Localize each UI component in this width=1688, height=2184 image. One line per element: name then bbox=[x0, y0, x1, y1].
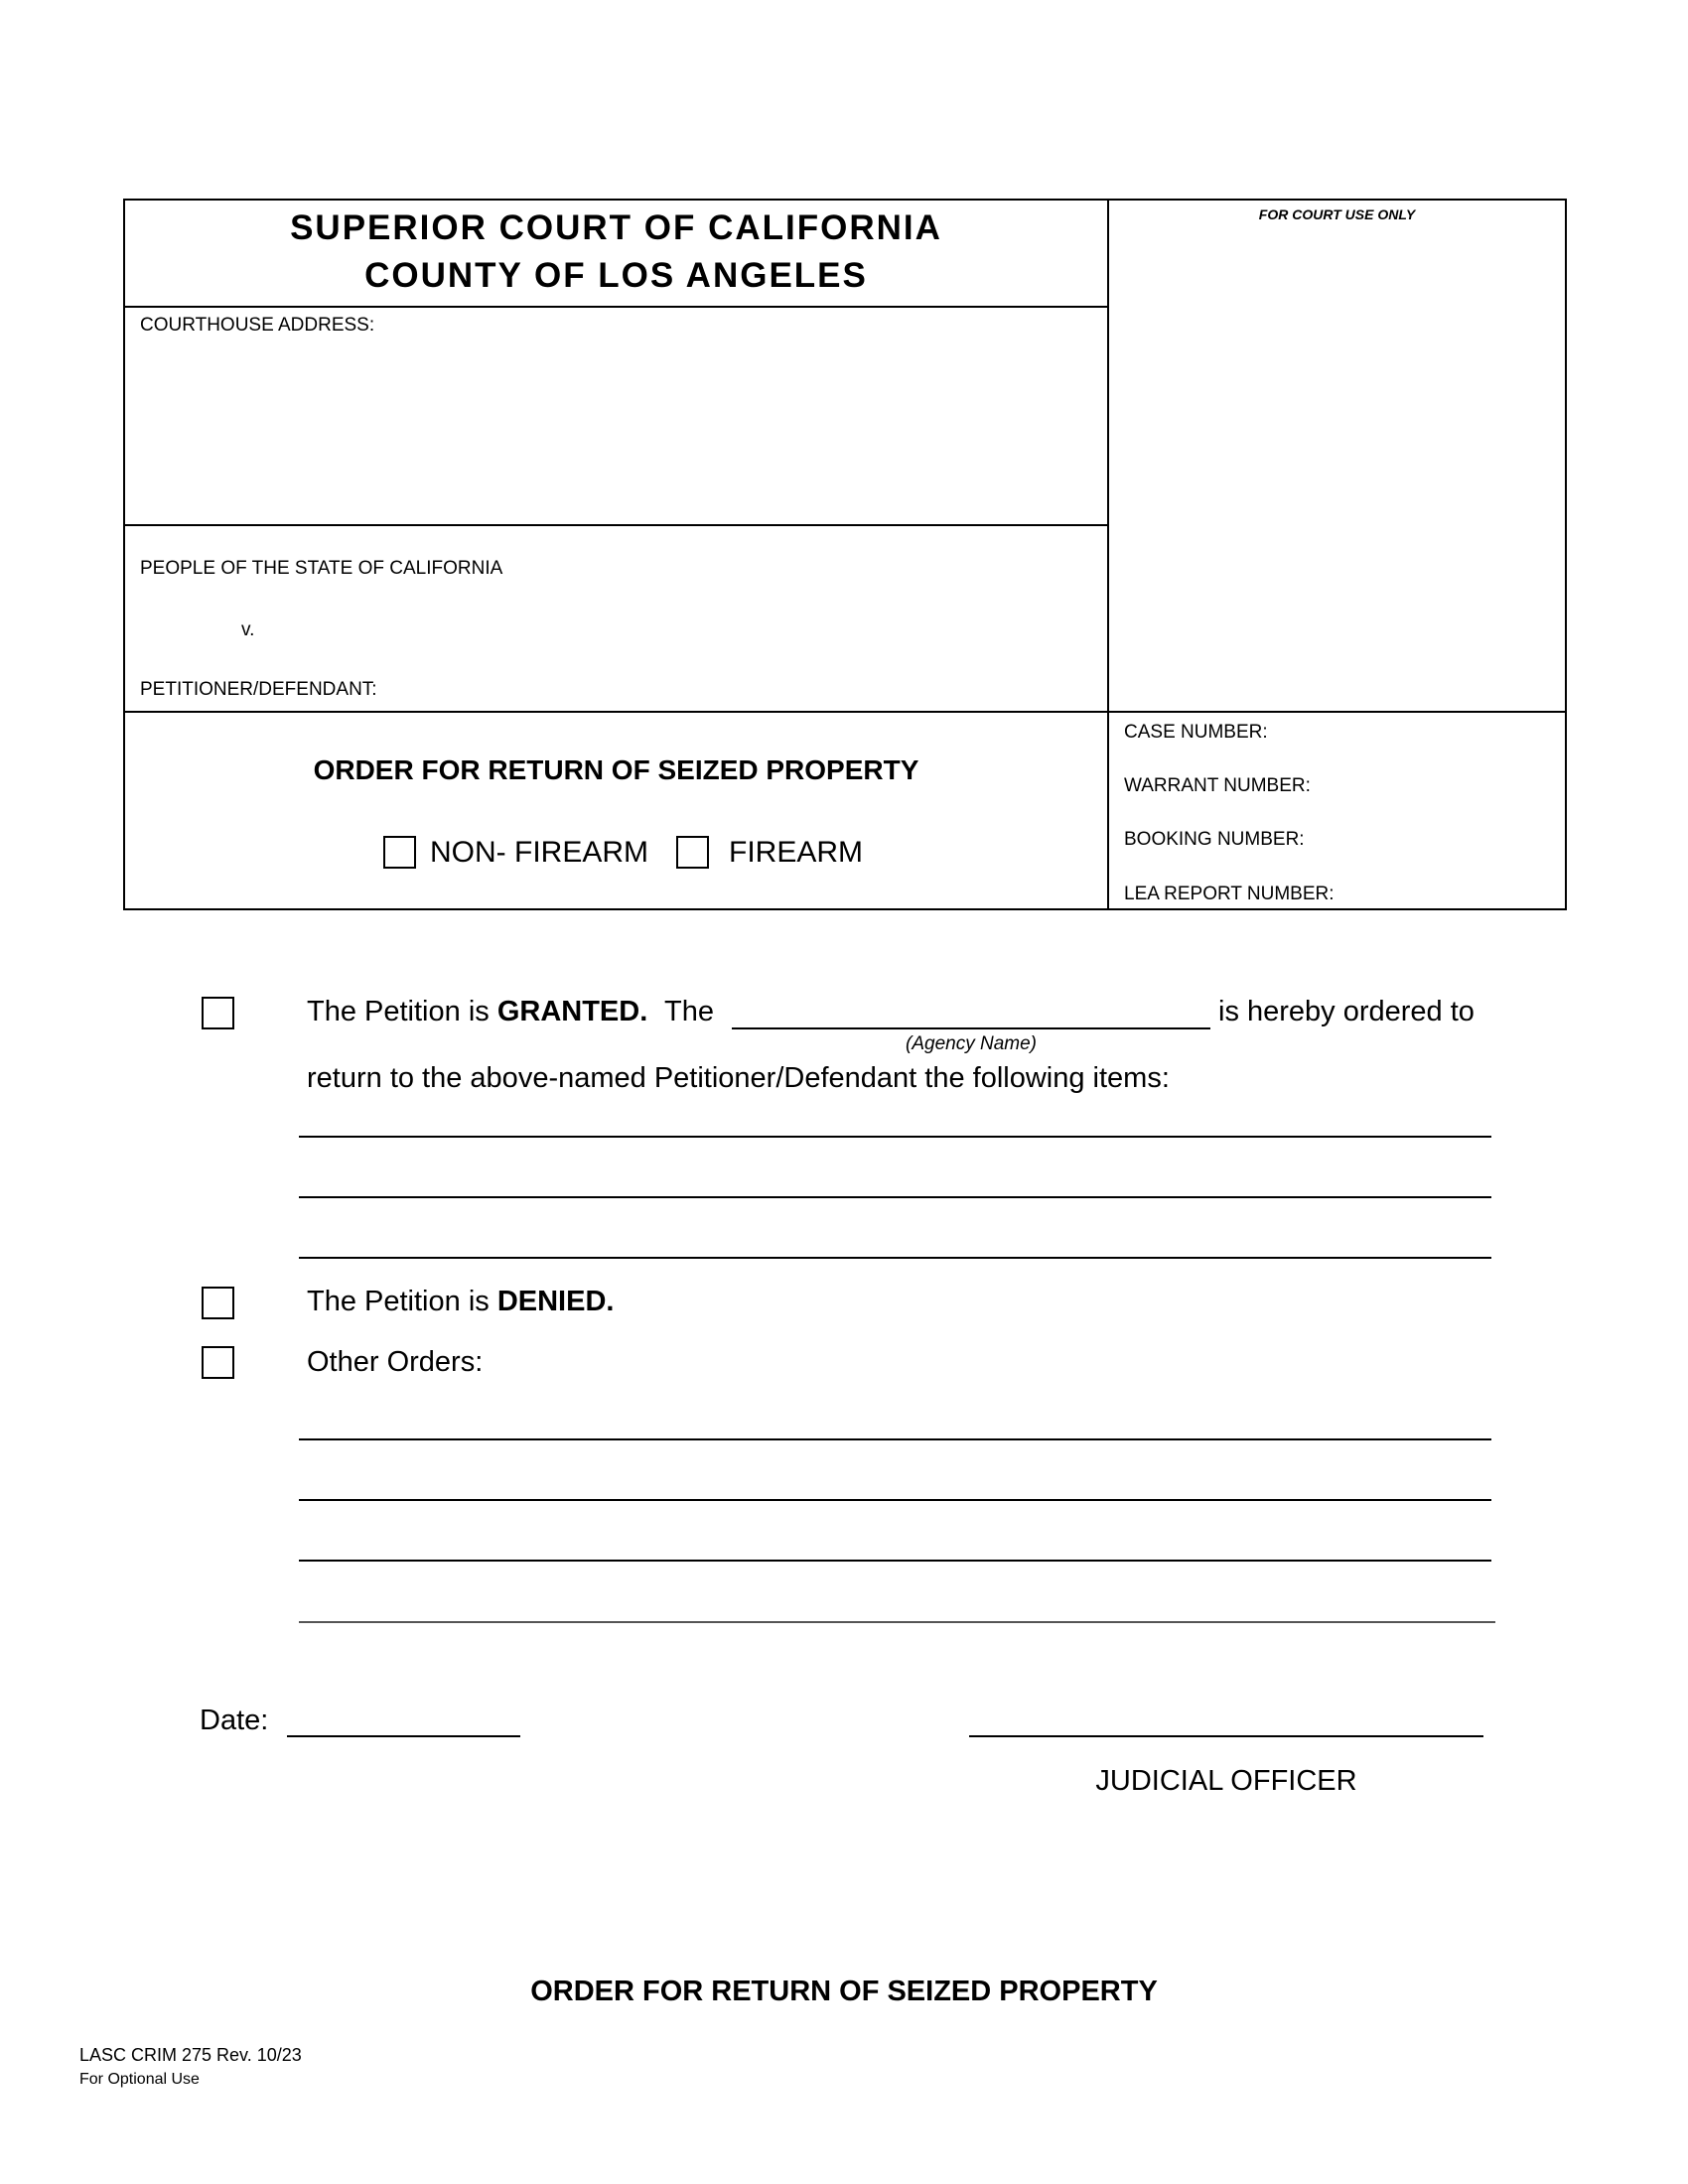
granted-suffix: is hereby ordered to bbox=[1218, 996, 1475, 1027]
court-use-only-label: FOR COURT USE ONLY bbox=[1258, 206, 1416, 222]
non-firearm-checkbox[interactable] bbox=[383, 836, 416, 869]
date-label: Date: bbox=[200, 1705, 269, 1736]
granted-the: The bbox=[664, 996, 714, 1027]
warrant-number-field[interactable] bbox=[1321, 772, 1554, 800]
judicial-officer-label: JUDICIAL OFFICER bbox=[1095, 1765, 1357, 1797]
denied-keyword: DENIED. bbox=[496, 1286, 615, 1317]
courthouse-address-label: COURTHOUSE ADDRESS: bbox=[140, 315, 375, 336]
warrant-number-label: WARRANT NUMBER: bbox=[1124, 775, 1311, 796]
case-number-label: CASE NUMBER: bbox=[1124, 722, 1268, 743]
items-line-1[interactable] bbox=[299, 1136, 1491, 1138]
county-name: COUNTY OF LOS ANGELES bbox=[364, 256, 868, 295]
booking-number-label: BOOKING NUMBER: bbox=[1124, 829, 1305, 850]
agency-name-caption: (Agency Name) bbox=[906, 1033, 1037, 1054]
petitioner-defendant-label: PETITIONER/DEFENDANT: bbox=[140, 679, 377, 700]
granted-prefix: The Petition is bbox=[307, 996, 497, 1027]
granted-continuation: return to the above-named Petitioner/Defendant the following items: bbox=[307, 1062, 1170, 1094]
other-orders-line-4[interactable] bbox=[299, 1621, 1495, 1623]
agency-name-field[interactable] bbox=[732, 993, 1210, 1026]
denied-prefix: The Petition is bbox=[307, 1286, 497, 1317]
granted-checkbox[interactable] bbox=[202, 997, 234, 1029]
items-line-2[interactable] bbox=[299, 1196, 1491, 1198]
people-label: PEOPLE OF THE STATE OF CALIFORNIA bbox=[140, 558, 503, 579]
date-line bbox=[287, 1735, 520, 1737]
agency-name-line bbox=[732, 1027, 1210, 1029]
form-code: LASC CRIM 275 Rev. 10/23 bbox=[79, 2045, 302, 2065]
date-field[interactable] bbox=[287, 1700, 520, 1734]
non-firearm-label: NON- FIREARM bbox=[430, 836, 648, 869]
lea-report-number-field[interactable] bbox=[1336, 880, 1554, 905]
granted-statement bbox=[307, 996, 647, 1028]
booking-number-field[interactable] bbox=[1311, 826, 1554, 854]
other-orders-line-1[interactable] bbox=[299, 1438, 1491, 1440]
firearm-label: FIREARM bbox=[729, 836, 863, 869]
courthouse-address-field[interactable] bbox=[140, 342, 1093, 516]
other-orders-label: Other Orders: bbox=[307, 1346, 484, 1378]
other-orders-line-3[interactable] bbox=[299, 1560, 1491, 1562]
petitioner-defendant-field[interactable] bbox=[405, 675, 1090, 705]
versus-label: v. bbox=[241, 619, 255, 640]
other-orders-checkbox[interactable] bbox=[202, 1346, 234, 1379]
firearm-checkbox[interactable] bbox=[676, 836, 709, 869]
signature-line bbox=[969, 1735, 1483, 1737]
optional-use-label: For Optional Use bbox=[79, 2071, 200, 2088]
signature-field[interactable] bbox=[969, 1694, 1483, 1734]
lea-report-number-label: LEA REPORT NUMBER: bbox=[1124, 884, 1335, 904]
court-use-only-area[interactable] bbox=[1109, 230, 1565, 711]
items-line-3[interactable] bbox=[299, 1257, 1491, 1259]
other-orders-line-2[interactable] bbox=[299, 1499, 1491, 1501]
granted-keyword: GRANTED. bbox=[496, 996, 648, 1027]
case-number-field[interactable] bbox=[1281, 719, 1554, 747]
denied-checkbox[interactable] bbox=[202, 1287, 234, 1319]
denied-statement bbox=[307, 1286, 614, 1318]
court-name: SUPERIOR COURT OF CALIFORNIA bbox=[290, 208, 942, 247]
footer-title: ORDER FOR RETURN OF SEIZED PROPERTY bbox=[530, 1976, 1158, 2007]
form-title: ORDER FOR RETURN OF SEIZED PROPERTY bbox=[313, 754, 919, 785]
